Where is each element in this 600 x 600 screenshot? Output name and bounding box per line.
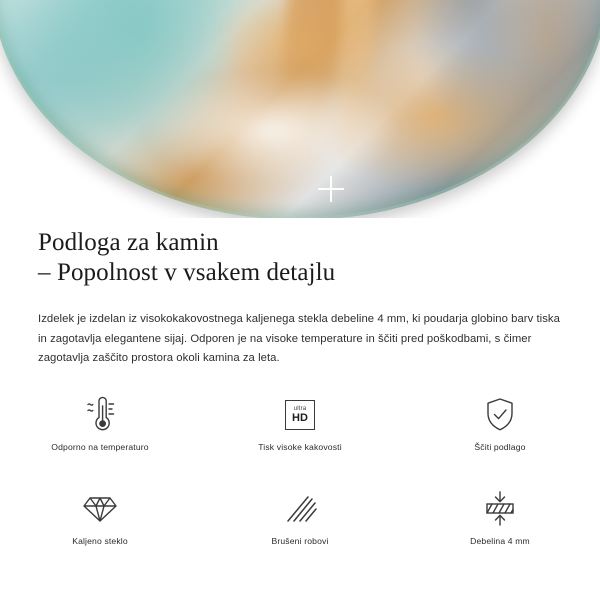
feature-item-thickness [400, 486, 600, 564]
thickness-arrows-icon [482, 486, 518, 532]
feature-label: Brušeni robovi [271, 536, 329, 546]
feature-label: Debelina 4 mm [470, 536, 530, 546]
feature-item-tempered-glass [0, 486, 200, 564]
feature-label: Tisk visoke kakovosti [258, 442, 342, 452]
content-block [0, 228, 600, 369]
feature-label: Ščiti podlago [474, 442, 526, 452]
product-description: Izdelek je izdelan iz visokokakovostnega kaljenega stekla debeline 4 mm, ki poudarja globino barv tiska in zagotavlja elegantene sijaj. Odporen je na visoke temperature in ščiti pred poškodbami, s čimer zagotavlja zaščito prostora okoli kamina za leta. [38, 313, 560, 364]
glass-edge-rim [0, 0, 600, 218]
thermometer-icon [83, 392, 117, 438]
feature-item-surface-protection [400, 392, 600, 470]
feature-item-print-quality [200, 392, 400, 470]
feature-item-polished-edges [200, 486, 400, 564]
feature-label: Kaljeno steklo [72, 536, 128, 546]
feature-label: Odporno na temperaturo [51, 442, 149, 452]
ultra-hd-bottom-text: HD [292, 412, 308, 424]
ultra-hd-top-text: ultra [293, 406, 307, 412]
page-title-line-2: – Popolnost v vsakem detajlu [38, 259, 336, 286]
page-title-line-1: Podloga za kamin [38, 229, 219, 256]
shield-check-icon [482, 392, 518, 438]
diamond-icon [81, 486, 119, 532]
feature-grid [0, 392, 600, 564]
feature-item-temperature [0, 392, 200, 470]
polished-edges-icon [282, 486, 318, 532]
page-title [38, 228, 562, 288]
ultra-hd-icon [285, 392, 315, 438]
hero-image [0, 0, 600, 218]
sparkle-icon [318, 176, 344, 202]
